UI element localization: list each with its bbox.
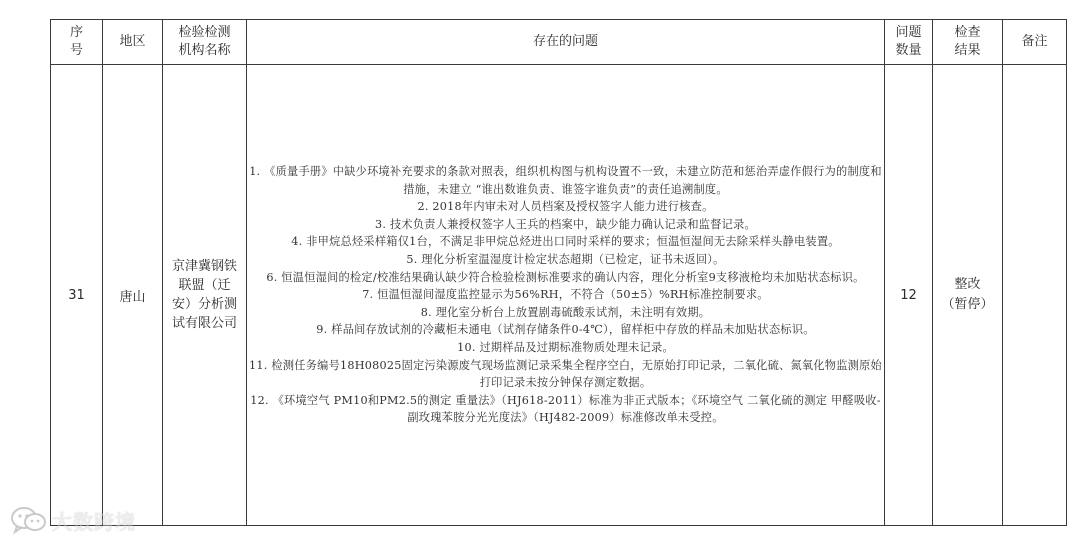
header-org [163,20,247,65]
issue-item: 1. 《质量手册》中缺少环境补充要求的条款对照表，组织机构图与机构设置不一致，未建立防范和惩治弄虚作假行为的制度和措施，未建立 “谁出数谁负责、谁签字谁负责”的责任追溯制度。 [249,165,882,196]
org-name-value: 京津冀钢铁联盟（迁安）分析测试有限公司 [171,259,237,331]
watermark-text: 大数跨境 [52,509,136,534]
header-org-label: 检验检测机构名称 [178,25,231,58]
header-remark [1003,20,1067,65]
cell-issues [247,65,885,526]
header-result-label: 检查结果 [954,25,981,58]
wechat-logo-icon [10,505,48,535]
header-result [933,20,1003,65]
header-count [885,20,933,65]
issues-list [247,163,884,427]
issue-item: 11. 检测任务编号18H08025固定污染源废气现场监测记录采集全程序空白，无原始打印记录，二氧化硫、氮氧化物监测原始打印记录未按分钟保存测定数据。 [249,358,882,390]
issue-item: 9. 样品间存放试剂的冷藏柜未通电（试剂存储条件0-4℃），留样柜中存放的样品未加贴状态标识。 [316,323,815,337]
header-seq-label: 序号 [69,25,83,58]
issue-item: 7. 恒温恒湿间湿度监控显示为56%RH，不符合（50±5）%RH标准控制要求。 [362,288,769,302]
cell-seq [51,65,103,526]
header-issues [247,20,885,65]
region-value: 唐山 [119,289,146,305]
cell-result [933,65,1003,526]
header-row [51,20,1067,65]
table-row [51,65,1067,526]
header-seq [51,20,103,65]
count-value: 12 [900,287,917,303]
issue-item: 3. 技术负责人兼授权签字人王兵的档案中，缺少能力确认记录和监督记录。 [375,217,756,231]
issue-item: 12. 《环境空气 PM10和PM2.5的测定 重量法》（HJ618-2011）标准为非正式版本；《环境空气 二氧化硫的测定 甲醛吸收-副玫瑰苯胺分光光度法》（HJ482-2009）标准修改单未受控。 [250,393,881,425]
issue-item: 6. 恒温恒湿间的检定/校准结果确认缺少符合检验检测标准要求的确认内容，理化分析室9支移液枪均未加贴状态标识。 [266,270,865,284]
issue-item: 10. 过期样品及过期标准物质处理未记录。 [457,340,674,354]
result-line2: （暂停） [941,297,994,312]
inspection-table [50,19,1067,526]
cell-region [103,65,163,526]
issue-item: 5. 理化分析室温湿度计检定状态超期（已检定，证书未返回）。 [406,253,725,267]
header-region [103,20,163,65]
watermark [10,505,136,535]
issue-item: 8. 理化室分析台上放置剧毒硫酸汞试剂，未注明有效期。 [420,305,711,319]
issue-item: 4. 非甲烷总烃采样箱仅1台，不满足非甲烷总烃进出口同时采样的要求；恒温恒湿间无去除采样头静电装置。 [291,235,840,249]
header-remark-label: 备注 [1021,34,1048,49]
header-region-label: 地区 [119,34,146,49]
cell-count [885,65,933,526]
header-count-label: 问题数量 [895,25,922,58]
seq-value: 31 [68,287,85,303]
header-issues-label: 存在的问题 [532,34,598,49]
result-line1: 整改 [954,277,981,292]
cell-org [163,65,247,526]
cell-remark [1003,65,1067,526]
issue-item: 2. 2018年内审未对人员档案及授权签字人能力进行核查。 [417,200,714,214]
